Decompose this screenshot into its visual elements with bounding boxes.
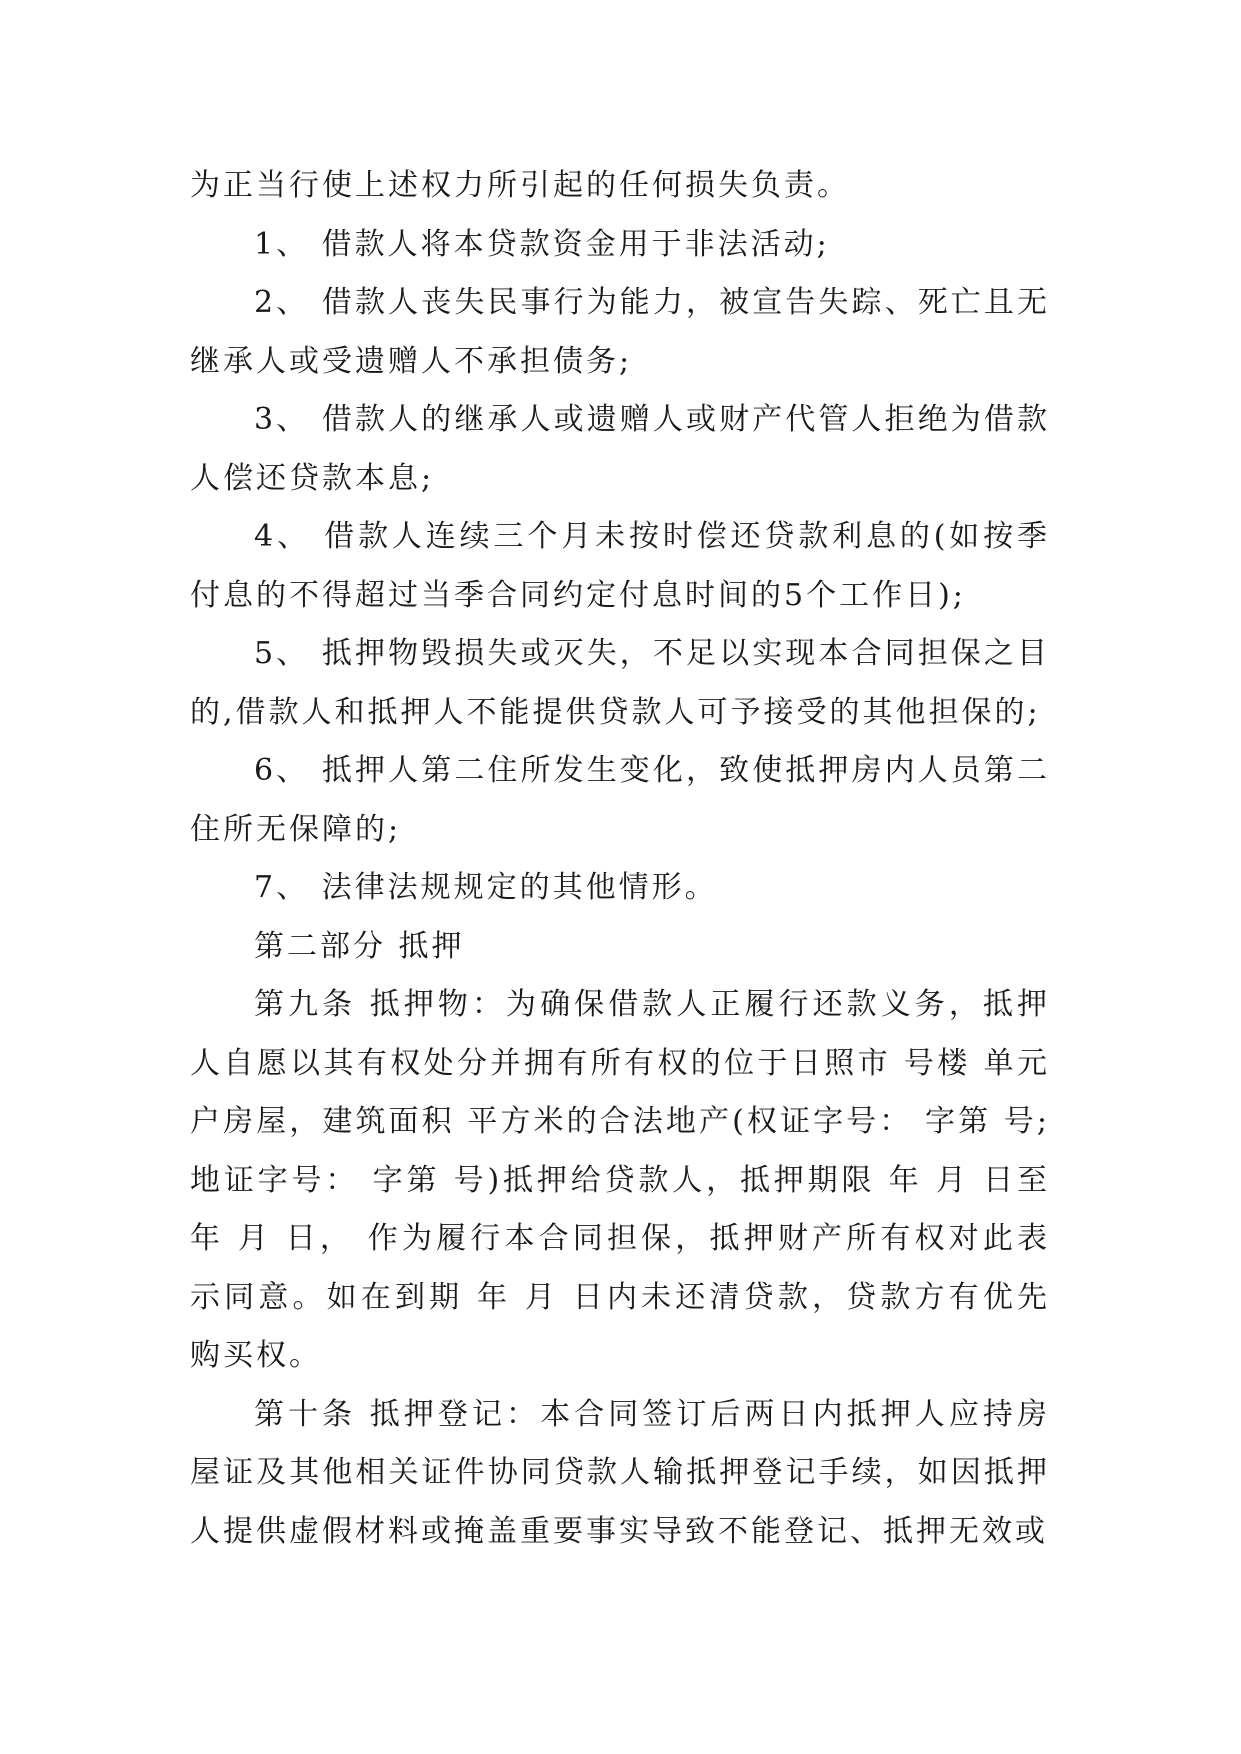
- paragraph-continuation: 为正当行使上述权力所引起的任何损失负责。: [190, 168, 850, 203]
- clause-item-7: 7、 法律法规规定的其他情形。: [254, 870, 718, 905]
- clause-item-6: 6、 抵押人第二住所发生变化，致使抵押房内人员第二住所无保障的;: [190, 753, 1050, 847]
- document-page: [190, 157, 1063, 1561]
- clause-item-1: 1、 借款人将本贷款资金用于非法活动;: [254, 226, 830, 262]
- clause-item-3: 3、 借款人的继承人或遗赠人或财产代管人拒绝为借款人偿还贷款本息;: [190, 402, 1050, 496]
- article-9-mortgage-property: 第九条 抵押物：为确保借款人正履行还款义务，抵押人自愿以其有权处分并拥有所有权的位于日照市 号楼 单元 户房屋，建筑面积 平方米的合法地产(权证字号： 字第 号;地证字号： 字第 号)抵押给贷款人，抵押期限 年 月 日至 年 月 日， 作为履行本合同担保，抵押财产所有权对此表示同意。如在到期 年 月 日内未还清贷款，贷款方有优先购买权。: [190, 987, 1063, 1373]
- article-10-mortgage-registration: 第十条 抵押登记：本合同签订后两日内抵押人应持房屋证及其他相关证件协同贷款人输抵押登记手续，如因抵押人提供虚假材料或掩盖重要事实导致不能登记、抵押无效或: [190, 1396, 1050, 1549]
- section-heading-part-two: 第二部分 抵押: [254, 928, 465, 964]
- clause-item-5: 5、 抵押物毁损失或灭失，不足以实现本合同担保之目的,借款人和抵押人不能提供贷款人可予接受的其他担保的;: [190, 636, 1050, 730]
- clause-item-4: 4、 借款人连续三个月未按时偿还贷款利息的(如按季付息的不得超过当季合同约定付息时间的5个工作日);: [190, 519, 1050, 613]
- clause-item-2: 2、 借款人丧失民事行为能力，被宣告失踪、死亡且无继承人或受遗赠人不承担债务;: [190, 285, 1050, 379]
